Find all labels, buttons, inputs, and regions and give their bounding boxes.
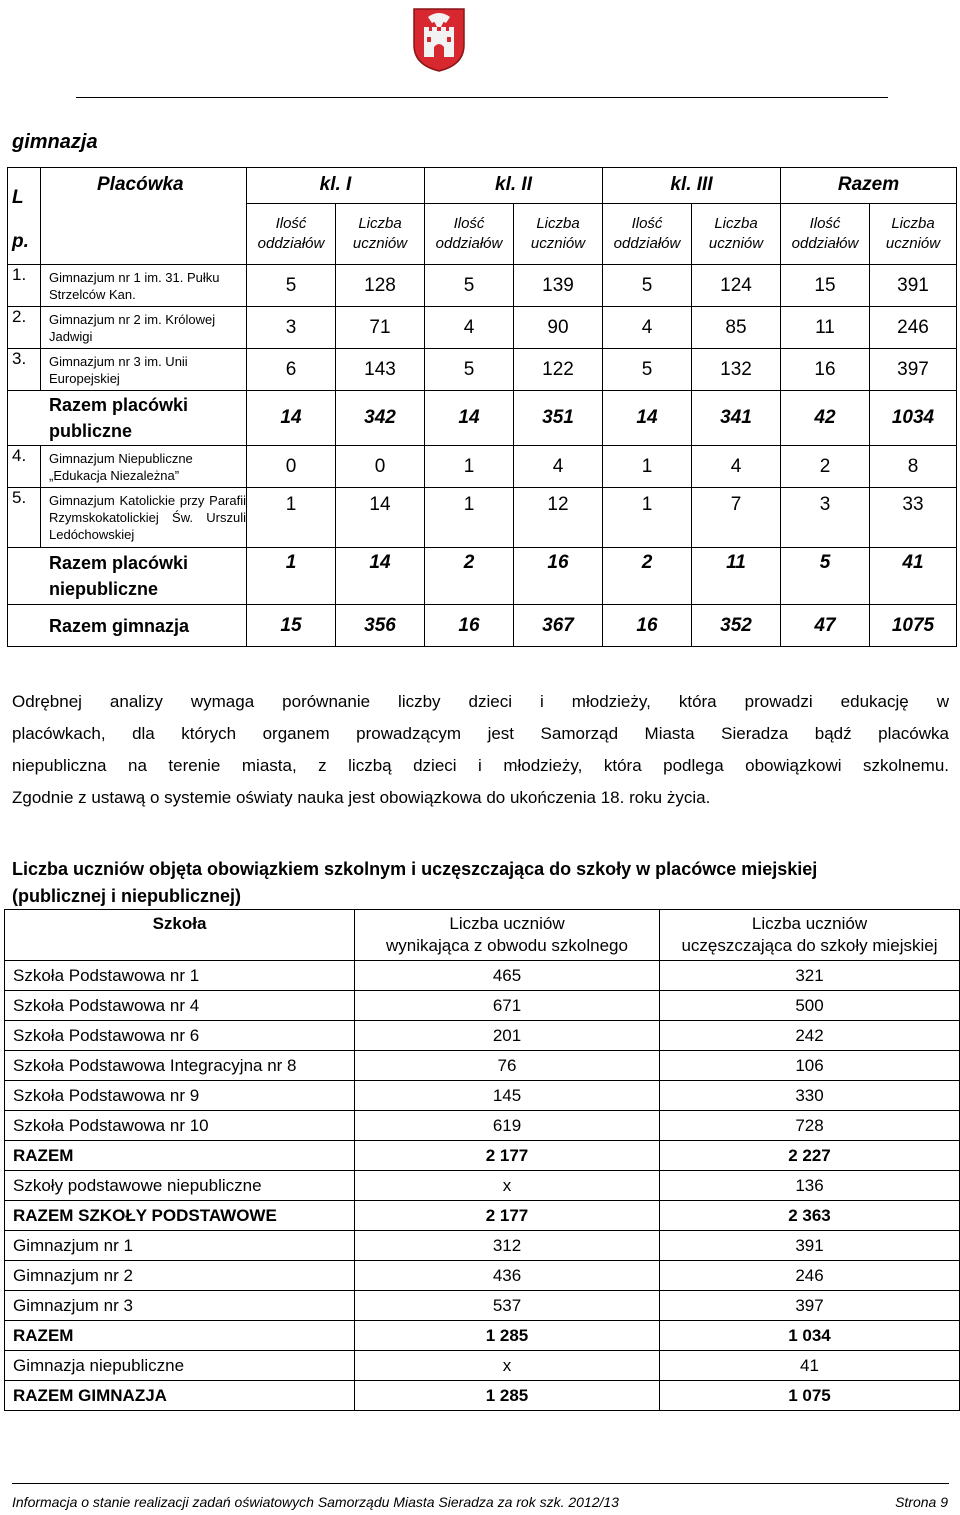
- cell: 671: [355, 991, 660, 1021]
- table-row: [5, 1021, 960, 1051]
- header-col2-line: wynikająca z obwodu szkolnego: [386, 936, 628, 955]
- row-lp: 4.: [8, 446, 41, 488]
- cell: 4: [603, 307, 692, 349]
- cell: 11: [692, 548, 781, 605]
- cell: 124: [692, 265, 781, 307]
- row-name: Gimnazjum Niepubliczne „Edukacja Niezależna”: [41, 446, 247, 488]
- school-name: Gimnazjum nr 1: [5, 1231, 355, 1261]
- cell: 42: [781, 391, 870, 446]
- cell: x: [355, 1171, 660, 1201]
- cell: 2 227: [660, 1141, 960, 1171]
- cell: 201: [355, 1021, 660, 1051]
- school-name: Szkoła Podstawowa nr 1: [5, 961, 355, 991]
- school-name: Szkoła Podstawowa nr 6: [5, 1021, 355, 1051]
- row-name: Gimnazjum nr 1 im. 31. Pułku Strzelców Kan.: [41, 265, 247, 307]
- subheader-uczniowie: Liczba uczniów: [870, 203, 957, 264]
- cell: 312: [355, 1231, 660, 1261]
- cell: 5: [425, 349, 514, 391]
- section-title: gimnazja: [12, 131, 98, 153]
- school-name: Szkoły podstawowe niepubliczne: [5, 1171, 355, 1201]
- page-number: Strona 9: [895, 1494, 948, 1510]
- table-row: [5, 1291, 960, 1321]
- cell: 33: [870, 488, 957, 548]
- cell: 1: [425, 446, 514, 488]
- table-row: [5, 1171, 960, 1201]
- table-row: [5, 1081, 960, 1111]
- cell: 4: [692, 446, 781, 488]
- table-row: [8, 307, 957, 349]
- header-kl1: kl. I: [247, 168, 425, 204]
- header-rule: [76, 97, 888, 98]
- cell: 41: [660, 1351, 960, 1381]
- table2-title: [12, 856, 817, 910]
- cell: 2: [781, 446, 870, 488]
- cell: 397: [660, 1291, 960, 1321]
- cell: 143: [336, 349, 425, 391]
- cell: 3: [781, 488, 870, 548]
- cell: 16: [603, 605, 692, 647]
- subheader-oddzialy: Ilość oddziałów: [603, 203, 692, 264]
- row-name: Gimnazjum Katolickie przy Parafii Rzymskokatolickiej Św. Urszuli Ledóchowskiej: [41, 488, 247, 548]
- school-name: Gimnazjum nr 3: [5, 1291, 355, 1321]
- table-row: [8, 265, 957, 307]
- row-name: Razem gimnazja: [8, 605, 247, 647]
- table-row: [5, 1111, 960, 1141]
- cell: 1 075: [660, 1381, 960, 1411]
- students-table: [4, 909, 960, 1411]
- cell: 356: [336, 605, 425, 647]
- cell: 5: [425, 265, 514, 307]
- row-name: Razem placówki publiczne: [8, 391, 247, 446]
- header-col3-line: uczęszczająca do szkoły miejskiej: [681, 936, 938, 955]
- header-kl3: kl. III: [603, 168, 781, 204]
- cell: 2 363: [660, 1201, 960, 1231]
- paragraph-line: niepubliczna na terenie miasta, z liczbą dzieci i młodzieży, która podlega obowiązkowi szkolnemu.: [12, 756, 949, 775]
- cell: 90: [514, 307, 603, 349]
- cell: 139: [514, 265, 603, 307]
- analysis-paragraph: [12, 686, 949, 814]
- cell: 242: [660, 1021, 960, 1051]
- cell: 7: [692, 488, 781, 548]
- cell: 14: [425, 391, 514, 446]
- row-name: Gimnazjum nr 3 im. Unii Europejskiej: [41, 349, 247, 391]
- paragraph-line: Zgodnie z ustawą o systemie oświaty nauka jest obowiązkowa do ukończenia 18. roku życia.: [12, 788, 711, 807]
- cell: 4: [514, 446, 603, 488]
- cell: 132: [692, 349, 781, 391]
- cell: 728: [660, 1111, 960, 1141]
- cell: 2: [425, 548, 514, 605]
- school-name: RAZEM SZKOŁY PODSTAWOWE: [5, 1201, 355, 1231]
- cell: 391: [660, 1231, 960, 1261]
- cell: 128: [336, 265, 425, 307]
- cell: 16: [514, 548, 603, 605]
- cell: 6: [247, 349, 336, 391]
- cell: 1 285: [355, 1381, 660, 1411]
- table-row: [5, 961, 960, 991]
- cell: 2 177: [355, 1141, 660, 1171]
- subheader-uczniowie: Liczba uczniów: [336, 203, 425, 264]
- cell: 136: [660, 1171, 960, 1201]
- header-col3: [660, 910, 960, 961]
- subheader-oddzialy: Ilość oddziałów: [781, 203, 870, 264]
- cell: 85: [692, 307, 781, 349]
- cell: 5: [781, 548, 870, 605]
- cell: 11: [781, 307, 870, 349]
- school-name: Szkoła Podstawowa Integracyjna nr 8: [5, 1051, 355, 1081]
- school-name: RAZEM GIMNAZJA: [5, 1381, 355, 1411]
- header-placowka: Placówka: [41, 168, 247, 265]
- cell: 76: [355, 1051, 660, 1081]
- cell: 122: [514, 349, 603, 391]
- school-name: Szkoła Podstawowa nr 10: [5, 1111, 355, 1141]
- school-name: Gimnazjum nr 2: [5, 1261, 355, 1291]
- table-row-subtotal: [5, 1201, 960, 1231]
- paragraph-line: placówkach, dla których organem prowadzącym jest Samorząd Miasta Sieradza bądź placówka: [12, 724, 949, 743]
- cell: 47: [781, 605, 870, 647]
- table-row: [8, 446, 957, 488]
- cell: 4: [425, 307, 514, 349]
- gimnazja-table: [7, 167, 957, 647]
- cell: 5: [247, 265, 336, 307]
- cell: 341: [692, 391, 781, 446]
- cell: 619: [355, 1111, 660, 1141]
- school-name: RAZEM: [5, 1141, 355, 1171]
- cell: 1075: [870, 605, 957, 647]
- cell: 436: [355, 1261, 660, 1291]
- cell: 1034: [870, 391, 957, 446]
- table-row: [5, 1261, 960, 1291]
- school-name: Szkoła Podstawowa nr 4: [5, 991, 355, 1021]
- cell: 106: [660, 1051, 960, 1081]
- cell: 321: [660, 961, 960, 991]
- row-name: Razem placówki niepubliczne: [8, 548, 247, 605]
- sieradz-coat-of-arms-icon: [412, 7, 466, 73]
- cell: x: [355, 1351, 660, 1381]
- header-col3-line: Liczba uczniów: [751, 914, 868, 933]
- header-razem: Razem: [781, 168, 957, 204]
- cell: 16: [781, 349, 870, 391]
- cell: 14: [336, 488, 425, 548]
- table-row-subtotal: [5, 1141, 960, 1171]
- subheader-oddzialy: Ilość oddziałów: [425, 203, 514, 264]
- header-lp: L p.: [8, 168, 41, 265]
- cell: 1: [247, 548, 336, 605]
- subheader-oddzialy: Ilość oddziałów: [247, 203, 336, 264]
- table-row: [5, 1051, 960, 1081]
- cell: 3: [247, 307, 336, 349]
- table-row: [8, 488, 957, 548]
- cell: 14: [603, 391, 692, 446]
- cell: 330: [660, 1081, 960, 1111]
- row-lp: 2.: [8, 307, 41, 349]
- table-row-subtotal: [8, 548, 957, 605]
- footer-rule: [12, 1483, 949, 1484]
- cell: 145: [355, 1081, 660, 1111]
- subheader-uczniowie: Liczba uczniów: [514, 203, 603, 264]
- row-lp: 5.: [8, 488, 41, 548]
- cell: 342: [336, 391, 425, 446]
- cell: 2 177: [355, 1201, 660, 1231]
- cell: 1: [603, 446, 692, 488]
- table-row-subtotal: [5, 1321, 960, 1351]
- cell: 12: [514, 488, 603, 548]
- header-col2-line: Liczba uczniów: [449, 914, 565, 933]
- school-name: Gimnazja niepubliczne: [5, 1351, 355, 1381]
- cell: 1: [603, 488, 692, 548]
- table2-title-line: (publicznej i niepublicznej): [12, 886, 242, 906]
- header-szkola: Szkoła: [5, 910, 355, 961]
- cell: 71: [336, 307, 425, 349]
- cell: 367: [514, 605, 603, 647]
- cell: 14: [247, 391, 336, 446]
- cell: 537: [355, 1291, 660, 1321]
- row-lp: 3.: [8, 349, 41, 391]
- cell: 16: [425, 605, 514, 647]
- cell: 5: [603, 349, 692, 391]
- cell: 14: [336, 548, 425, 605]
- table-row-subtotal: [8, 391, 957, 446]
- table-row: [8, 349, 957, 391]
- cell: 2: [603, 548, 692, 605]
- table-row: [5, 1351, 960, 1381]
- cell: 41: [870, 548, 957, 605]
- cell: 1: [247, 488, 336, 548]
- table-row: [5, 1231, 960, 1261]
- cell: 500: [660, 991, 960, 1021]
- paragraph-line: Odrębnej analizy wymaga porównanie liczby dzieci i młodzieży, która prowadzi edukację w: [12, 692, 949, 711]
- cell: 391: [870, 265, 957, 307]
- cell: 8: [870, 446, 957, 488]
- subheader-uczniowie: Liczba uczniów: [692, 203, 781, 264]
- cell: 351: [514, 391, 603, 446]
- cell: 352: [692, 605, 781, 647]
- cell: 246: [870, 307, 957, 349]
- table-row-total: [5, 1381, 960, 1411]
- cell: 465: [355, 961, 660, 991]
- cell: 15: [247, 605, 336, 647]
- table-row: [5, 991, 960, 1021]
- table-row-total: [8, 605, 957, 647]
- cell: 5: [603, 265, 692, 307]
- cell: 0: [336, 446, 425, 488]
- row-name: Gimnazjum nr 2 im. Królowej Jadwigi: [41, 307, 247, 349]
- school-name: RAZEM: [5, 1321, 355, 1351]
- header-col2: [355, 910, 660, 961]
- cell: 15: [781, 265, 870, 307]
- cell: 1 034: [660, 1321, 960, 1351]
- school-name: Szkoła Podstawowa nr 9: [5, 1081, 355, 1111]
- cell: 1 285: [355, 1321, 660, 1351]
- cell: 246: [660, 1261, 960, 1291]
- table2-title-line: Liczba uczniów objęta obowiązkiem szkolnym i uczęszczająca do szkoły w placówce miejskiej: [12, 859, 818, 879]
- footer-text: Informacja o stanie realizacji zadań oświatowych Samorządu Miasta Sieradza za rok szk. 2012/13: [12, 1494, 619, 1510]
- cell: 0: [247, 446, 336, 488]
- cell: 1: [425, 488, 514, 548]
- header-kl2: kl. II: [425, 168, 603, 204]
- cell: 397: [870, 349, 957, 391]
- row-lp: 1.: [8, 265, 41, 307]
